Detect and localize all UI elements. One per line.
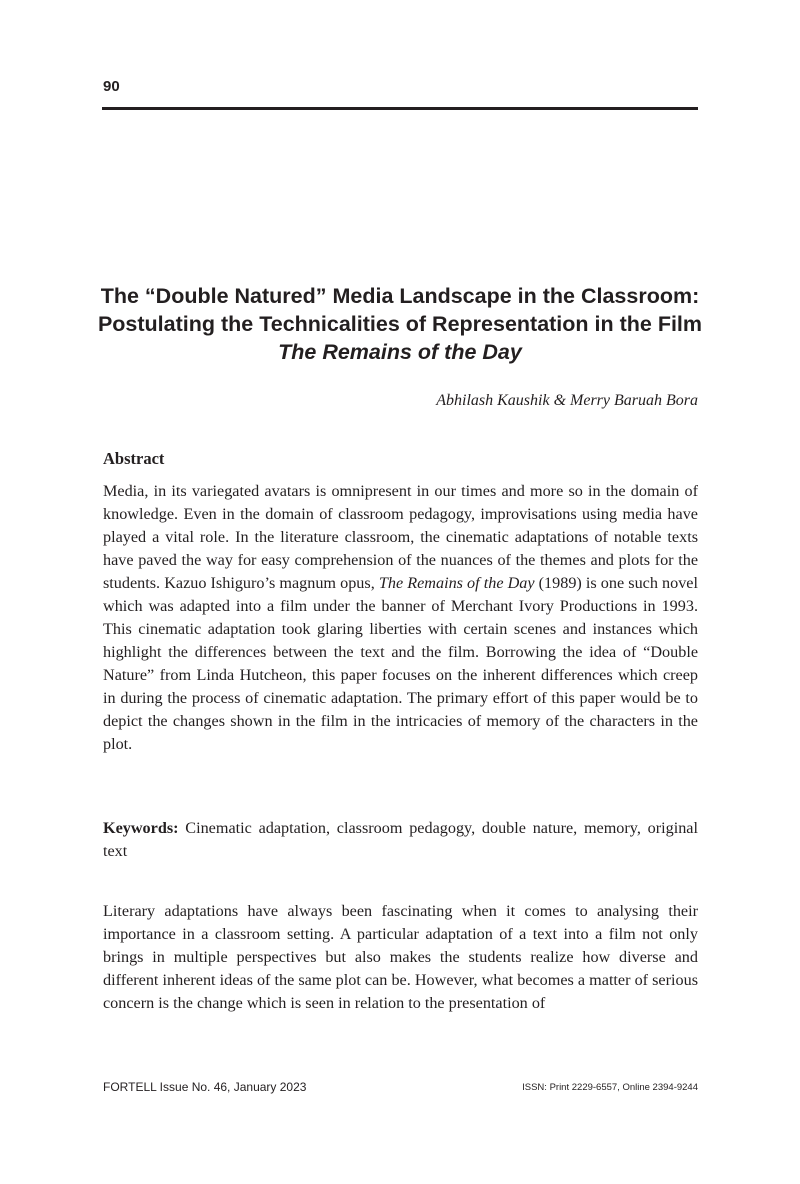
footer-issn: ISSN: Print 2229-6557, Online 2394-9244 xyxy=(522,1082,698,1093)
keywords-label: Keywords: xyxy=(103,819,179,837)
abstract-part-2: (1989) is one such novel which was adapted into a film under the banner of Merchant Ivory Productions in 1993. This cinematic adaptation took glaring liberties with certain scenes and instances which highlight the differences between the text and the film. Borrowing the idea of “Double Nature” from Linda Hutcheon, this paper focuses on the inherent differences which creep in during the process of cinematic adaptation. The primary effort of this paper would be to depict the changes shown in the film in the intricacies of memory of the characters in the plot. xyxy=(103,574,698,753)
keywords-text: Cinematic adaptation, classroom pedagogy, double nature, memory, original text xyxy=(103,819,698,860)
article-title-film: The Remains of the Day xyxy=(278,340,522,364)
footer-journal: FORTELL Issue No. 46, January 2023 xyxy=(103,1080,307,1094)
abstract-novel-title: The Remains of the Day xyxy=(378,574,535,592)
abstract-part-1: Media, in its variegated avatars is omnipresent in our times and more so in the domain of knowledge. Even in the domain of classroom pedagogy, improvisations using media have played a vital role. In the literature classroom, the cinematic adaptations of notable texts have paved the way for easy comprehension of the nuances of the themes and plots for the students. Kazuo Ishiguro’s magnum opus, xyxy=(103,482,698,592)
article-title xyxy=(95,282,705,366)
body-paragraph: Literary adaptations have always been fascinating when it comes to analysing their importance in a classroom setting. A particular adaptation of a text into a film not only brings in multiple perspectives but also makes the students realize how diverse and different inherent ideas of the same plot can be. However, what becomes a matter of serious concern is the change which is seen in relation to the presentation of xyxy=(103,902,698,1012)
abstract-heading: Abstract xyxy=(103,449,165,468)
header-rule xyxy=(102,107,698,110)
page-number: 90 xyxy=(103,78,120,95)
abstract-text xyxy=(103,480,698,756)
keywords xyxy=(103,817,698,863)
article-title-main: The “Double Natured” Media Landscape in the Classroom: Postulating the Technicalities of Representation in the Film xyxy=(97,284,703,336)
article-authors: Abhilash Kaushik & Merry Baruah Bora xyxy=(436,392,698,409)
